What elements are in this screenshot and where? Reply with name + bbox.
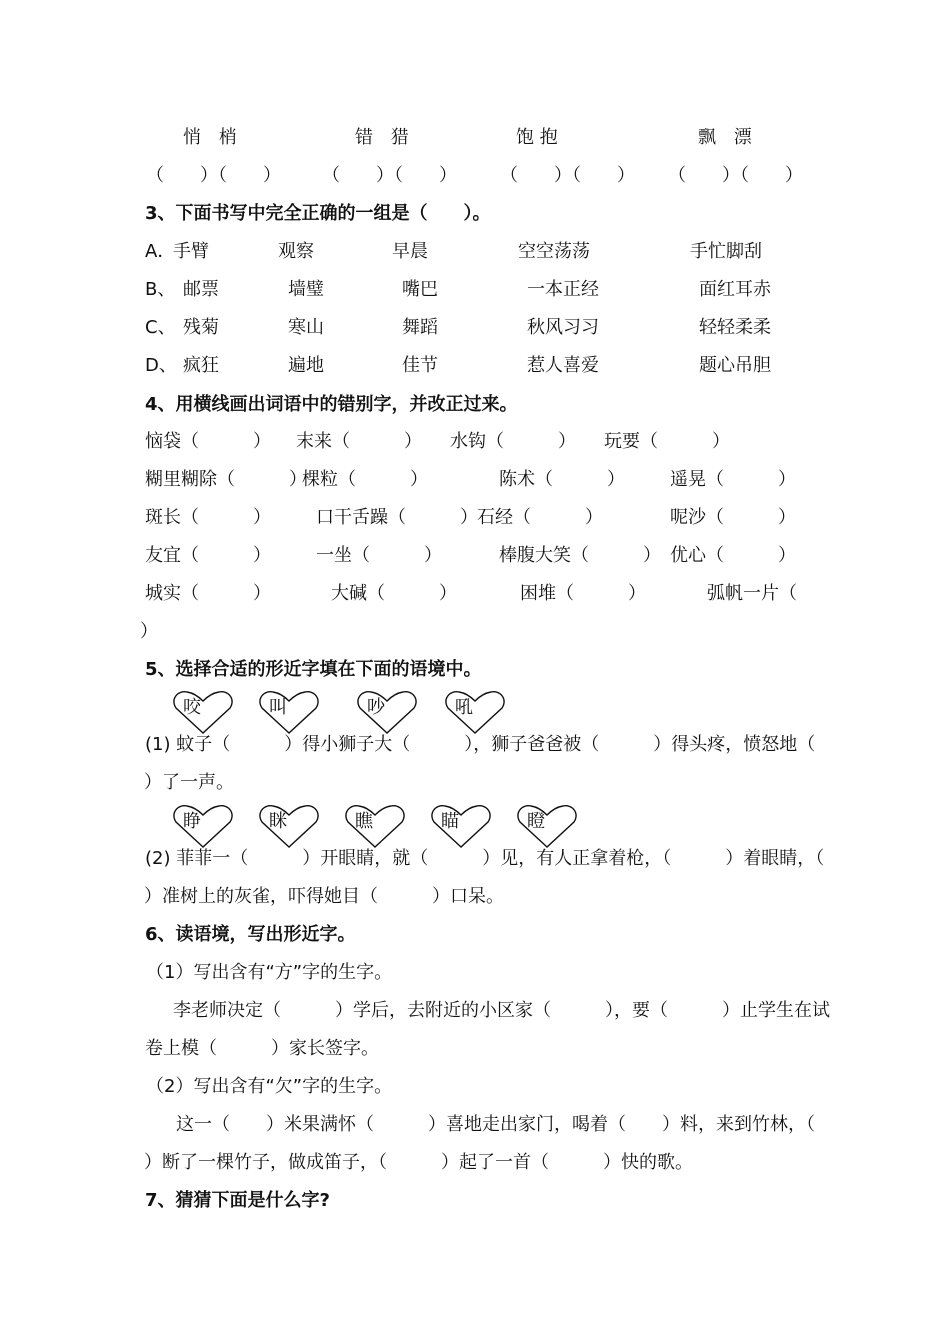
q3-b-word: 邮票 xyxy=(183,279,219,300)
q3-b-word: 面红耳赤 xyxy=(699,279,771,300)
pair-blanks-1: （ ）（ ） xyxy=(146,165,281,186)
q4-item-tail: ） xyxy=(140,621,158,642)
q4-item: 弧帆一片（ xyxy=(707,583,797,604)
heart-choice xyxy=(258,690,320,736)
heart-char: 眯 xyxy=(269,811,287,832)
heart-choice xyxy=(444,690,506,736)
heart-char: 吵 xyxy=(367,697,385,718)
pair-4: 飘 漂 xyxy=(698,127,758,148)
q7-title: 7、猜猜下面是什么字? xyxy=(145,1190,330,1211)
q4-item: 友宜（ ） xyxy=(145,545,271,566)
q6-p1-line1: 李老师决定（ ）学后，去附近的小区家（ ），要（ ）止学生在试 xyxy=(173,1000,830,1021)
q4-item: 城实（ ） xyxy=(145,583,271,604)
q4-item: 末来（ ） xyxy=(296,431,422,452)
q3-a-word: 手臂 xyxy=(173,241,209,262)
q3-d-word: 题心吊胆 xyxy=(699,355,771,376)
q3-c-label: C、 xyxy=(145,317,176,338)
heart-choice xyxy=(344,804,406,850)
q4-item: 一坐（ ） xyxy=(316,545,442,566)
q3-c-word: 舞蹈 xyxy=(402,317,438,338)
q4-item: 呢沙（ ） xyxy=(670,507,796,528)
q4-item: 恼袋（ ） xyxy=(145,431,271,452)
q4-item: 优心（ ） xyxy=(670,545,796,566)
heart-choice xyxy=(516,804,578,850)
q6-p1-line2: 卷上模（ ）家长签字。 xyxy=(145,1038,379,1059)
heart-char: 睁 xyxy=(183,811,201,832)
q3-d-word: 疯狂 xyxy=(183,355,219,376)
q3-b-word: 嘴巴 xyxy=(402,279,438,300)
heart-char: 吼 xyxy=(455,697,473,718)
pair-3: 饱 抱 xyxy=(516,127,558,148)
heart-char: 瞄 xyxy=(441,811,459,832)
q3-d-word: 佳节 xyxy=(402,355,438,376)
q4-item: 遥晃（ ） xyxy=(670,469,796,490)
heart-choice xyxy=(356,690,418,736)
q3-c-word: 残菊 xyxy=(183,317,219,338)
q3-title: 3、下面书写中完全正确的一组是（ ）。 xyxy=(145,203,491,224)
heart-choice xyxy=(172,804,234,850)
q6-sub1: （1）写出含有“方”字的生字。 xyxy=(146,962,393,983)
q4-item: 水钩（ ） xyxy=(450,431,576,452)
q6-title: 6、读语境，写出形近字。 xyxy=(145,924,356,945)
q3-b-word: 一本正经 xyxy=(527,279,599,300)
q3-a-word: 手忙脚刮 xyxy=(690,241,762,262)
q6-sub2: （2）写出含有“欠”字的生字。 xyxy=(146,1076,393,1097)
heart-choice xyxy=(172,690,234,736)
q3-b-word: 墙璧 xyxy=(288,279,324,300)
pair-1: 悄 梢 xyxy=(183,127,243,148)
q3-c-word: 寒山 xyxy=(288,317,324,338)
q4-item: 斑长（ ） xyxy=(145,507,271,528)
q5-title: 5、选择合适的形近字填在下面的语境中。 xyxy=(145,659,482,680)
heart-char: 瞧 xyxy=(355,811,373,832)
q4-item: 棒腹大笑（ ） xyxy=(499,545,661,566)
heart-char: 瞪 xyxy=(527,811,545,832)
q4-item: 大碱（ ） xyxy=(331,583,457,604)
q4-item: 玩要（ ） xyxy=(604,431,730,452)
q3-c-word: 秋风习习 xyxy=(527,317,599,338)
q5-s2-line1: (2) 菲菲一（ ）开眼睛，就（ ）见，有人正拿着枪，（ ）着眼睛，（ xyxy=(145,848,825,869)
pair-blanks-4: （ ）（ ） xyxy=(668,165,803,186)
q4-item: 口干舌躁（ ） xyxy=(316,507,478,528)
pair-blanks-2: （ ）（ ） xyxy=(322,165,457,186)
q3-d-word: 惹人喜爱 xyxy=(527,355,599,376)
heart-char: 叫 xyxy=(269,697,287,718)
q3-d-word: 遍地 xyxy=(288,355,324,376)
heart-choice xyxy=(430,804,492,850)
q4-item: 困堆（ ） xyxy=(520,583,646,604)
q5-s1-line1: (1) 蚊子（ ）得小狮子大（ ），狮子爸爸被（ ）得头疼，愤怒地（ xyxy=(145,734,816,755)
q4-item: 棵粒（ ） xyxy=(302,469,428,490)
q3-a-word: 早晨 xyxy=(392,241,428,262)
q5-s1-line2: ）了一声。 xyxy=(144,772,234,793)
q5-s2-line2: ）准树上的灰雀，吓得她目（ ）口呆。 xyxy=(144,886,504,907)
q3-a-word: 观察 xyxy=(278,241,314,262)
pair-2: 错 猎 xyxy=(355,127,415,148)
q4-item: 糊里糊除（ ） xyxy=(145,469,307,490)
q6-p2-line1: 这一（ ）米果满怀（ ）喜地走出家门，喝着（ ）料，来到竹林，（ xyxy=(176,1114,815,1135)
q3-b-label: B、 xyxy=(145,279,176,300)
q3-a-word: 空空荡荡 xyxy=(518,241,590,262)
heart-choice xyxy=(258,804,320,850)
q4-item: 石经（ ） xyxy=(477,507,603,528)
q3-c-word: 轻轻柔柔 xyxy=(699,317,771,338)
q4-title: 4、用横线画出词语中的错别字，并改正过来。 xyxy=(145,394,518,415)
q6-p2-line2: ）断了一棵竹子，做成笛子，（ ）起了一首（ ）快的歌。 xyxy=(144,1152,693,1173)
pair-blanks-3: （ ）（ ） xyxy=(500,165,635,186)
q3-a-label: A． xyxy=(145,241,176,262)
q4-item: 陈术（ ） xyxy=(499,469,625,490)
q3-d-label: D、 xyxy=(145,355,177,376)
heart-char: 咬 xyxy=(183,697,201,718)
